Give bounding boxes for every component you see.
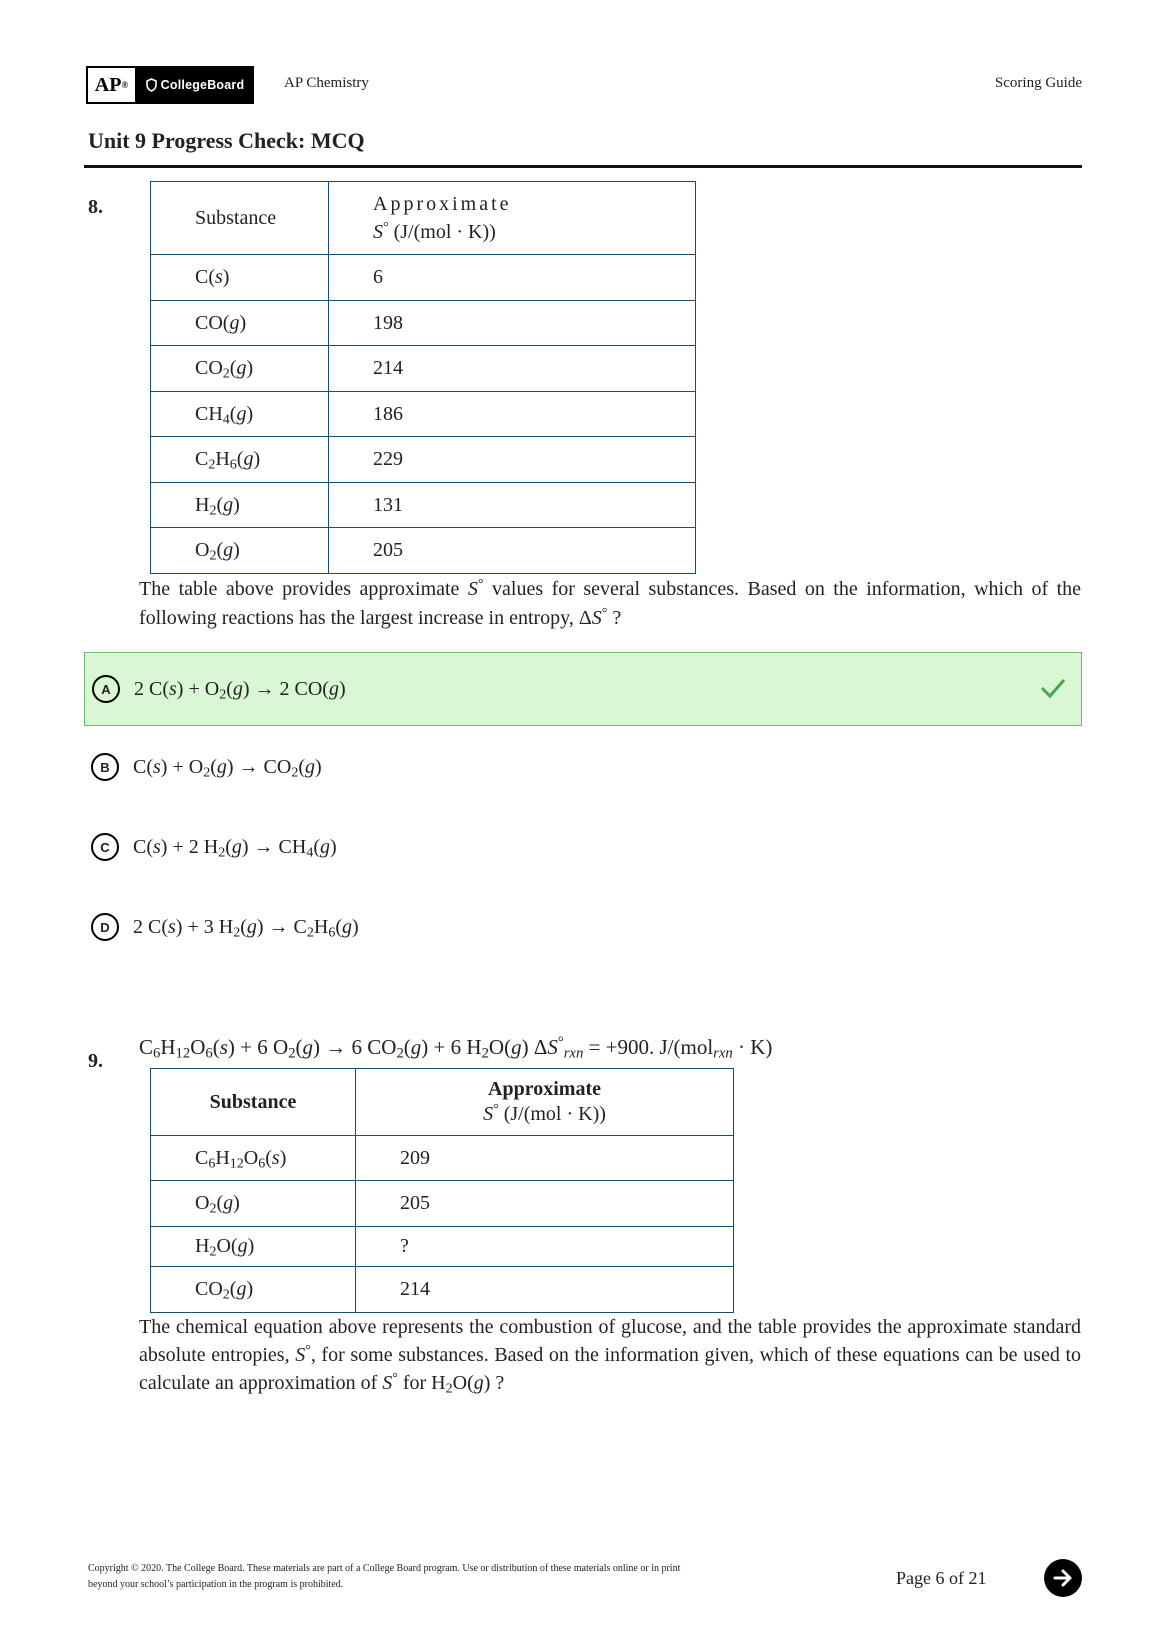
header-substance: Substance	[151, 182, 329, 255]
entropy-value: ?	[356, 1227, 734, 1267]
entropy-value: 214	[356, 1267, 734, 1313]
question-9-prompt: The chemical equation above represents the combustion of glucose, and the table provides the approximate standard absolute entropies, S°, for some substances. Based on the information given, which of these equations can be used to calculate an approximation of S° for $H_2O(g)$ ?	[139, 1316, 1082, 1397]
substance-cell: $H_2(g)$	[151, 483, 329, 528]
choice-b-text: $C(s) + O_2(g) \to CO_2(g)$	[133, 755, 322, 780]
header-divider	[84, 165, 1082, 168]
choice-d[interactable]	[91, 913, 359, 941]
entropy-value: 209	[356, 1136, 734, 1181]
substance-cell: $H_2O(g)$	[151, 1227, 356, 1267]
q8-entropy-table	[150, 181, 696, 574]
choice-d-text: 2 C(s) + 3 $H_2(g) \to C_2H_6(g)$	[133, 915, 359, 940]
table-row	[151, 483, 696, 528]
question-8-number: 8.	[88, 196, 103, 218]
choice-c-text: C(s) + 2 $H_2(g) \to CH_4(g)$	[133, 835, 337, 860]
table-row	[151, 528, 696, 574]
substance-cell: CO(g)	[151, 301, 329, 346]
entropy-value: 131	[329, 483, 696, 528]
table-row	[151, 255, 696, 301]
header-approximate-entropy: Approximate S° (J/(mol · K))	[329, 182, 696, 255]
choice-letter-d: D	[91, 913, 119, 941]
table-row	[151, 1181, 734, 1227]
table-row	[151, 301, 696, 346]
table-header-row	[151, 182, 696, 255]
question-9-number: 9.	[88, 1050, 103, 1072]
ap-collegeboard-logo	[86, 66, 254, 104]
choice-letter-a: A	[92, 675, 120, 703]
header-substance: Substance	[151, 1069, 356, 1136]
q9-entropy-table	[150, 1068, 734, 1313]
choice-a-text: 2 $C(s) + O_2(g) \to 2$ CO(g)	[134, 677, 346, 702]
course-name: AP Chemistry	[284, 75, 369, 91]
choice-letter-c: C	[91, 833, 119, 861]
substance-cell: $O_2(g)$	[151, 1181, 356, 1227]
choice-c[interactable]	[91, 833, 337, 861]
entropy-value: 229	[329, 437, 696, 483]
question-8-prompt: The table above provides approximate S° values for several substances. Based on the information, which of the following reactions has the largest increase in entropy, ΔS° ?	[139, 577, 1082, 629]
table-row	[151, 437, 696, 483]
substance-cell: $C_6H_{12}O_6(s)$	[151, 1136, 356, 1181]
collegeboard-logo: CollegeBoard	[137, 68, 252, 102]
acorn-icon	[145, 78, 158, 92]
entropy-value: 6	[329, 255, 696, 301]
ap-logo: AP ®	[88, 68, 137, 102]
substance-cell: $CO_2(g)$	[151, 1267, 356, 1313]
copyright-notice: Copyright © 2020. The College Board. These materials are part of a College Board program. Use or distribution of these materials online or in print beyond your school’s participation in the program is prohibited.	[88, 1563, 681, 1590]
table-row	[151, 392, 696, 437]
entropy-value: 214	[329, 346, 696, 392]
checkmark-icon	[1039, 675, 1067, 701]
choice-b[interactable]	[91, 753, 322, 781]
scoring-guide-label: Scoring Guide	[994, 75, 1082, 91]
entropy-value: 186	[329, 392, 696, 437]
arrow-right-icon	[1051, 1566, 1075, 1590]
entropy-value: 198	[329, 301, 696, 346]
entropy-value: 205	[356, 1181, 734, 1227]
table-row	[151, 1227, 734, 1267]
substance-cell: $CH_4(g)$	[151, 392, 329, 437]
substance-cell: $CO_2(g)$	[151, 346, 329, 392]
next-page-button[interactable]	[1044, 1559, 1082, 1597]
glucose-combustion-equation: $C_6H_{12}O_6(s) + 6$ $O_2(g) \to 6$ $CO_2(g) + 6$ $H_2O(g) \Delta S^\circ_{rxn} = +900$. J/(mol$_{rxn}$ · K)	[139, 1034, 773, 1062]
substance-cell: C(s)	[151, 255, 329, 301]
table-header-row	[151, 1069, 734, 1136]
header-approximate-entropy: Approximate S° (J/(mol · K))	[356, 1069, 734, 1136]
table-row	[151, 346, 696, 392]
choice-letter-b: B	[91, 753, 119, 781]
table-row	[151, 1267, 734, 1313]
choice-a-correct[interactable]	[84, 652, 1082, 726]
substance-cell: $C_2H_6(g)$	[151, 437, 329, 483]
table-row	[151, 1136, 734, 1181]
page-number: Page 6 of 21	[896, 1568, 987, 1588]
entropy-value: 205	[329, 528, 696, 574]
substance-cell: $O_2(g)$	[151, 528, 329, 574]
page-title: Unit 9 Progress Check: MCQ	[88, 128, 365, 153]
